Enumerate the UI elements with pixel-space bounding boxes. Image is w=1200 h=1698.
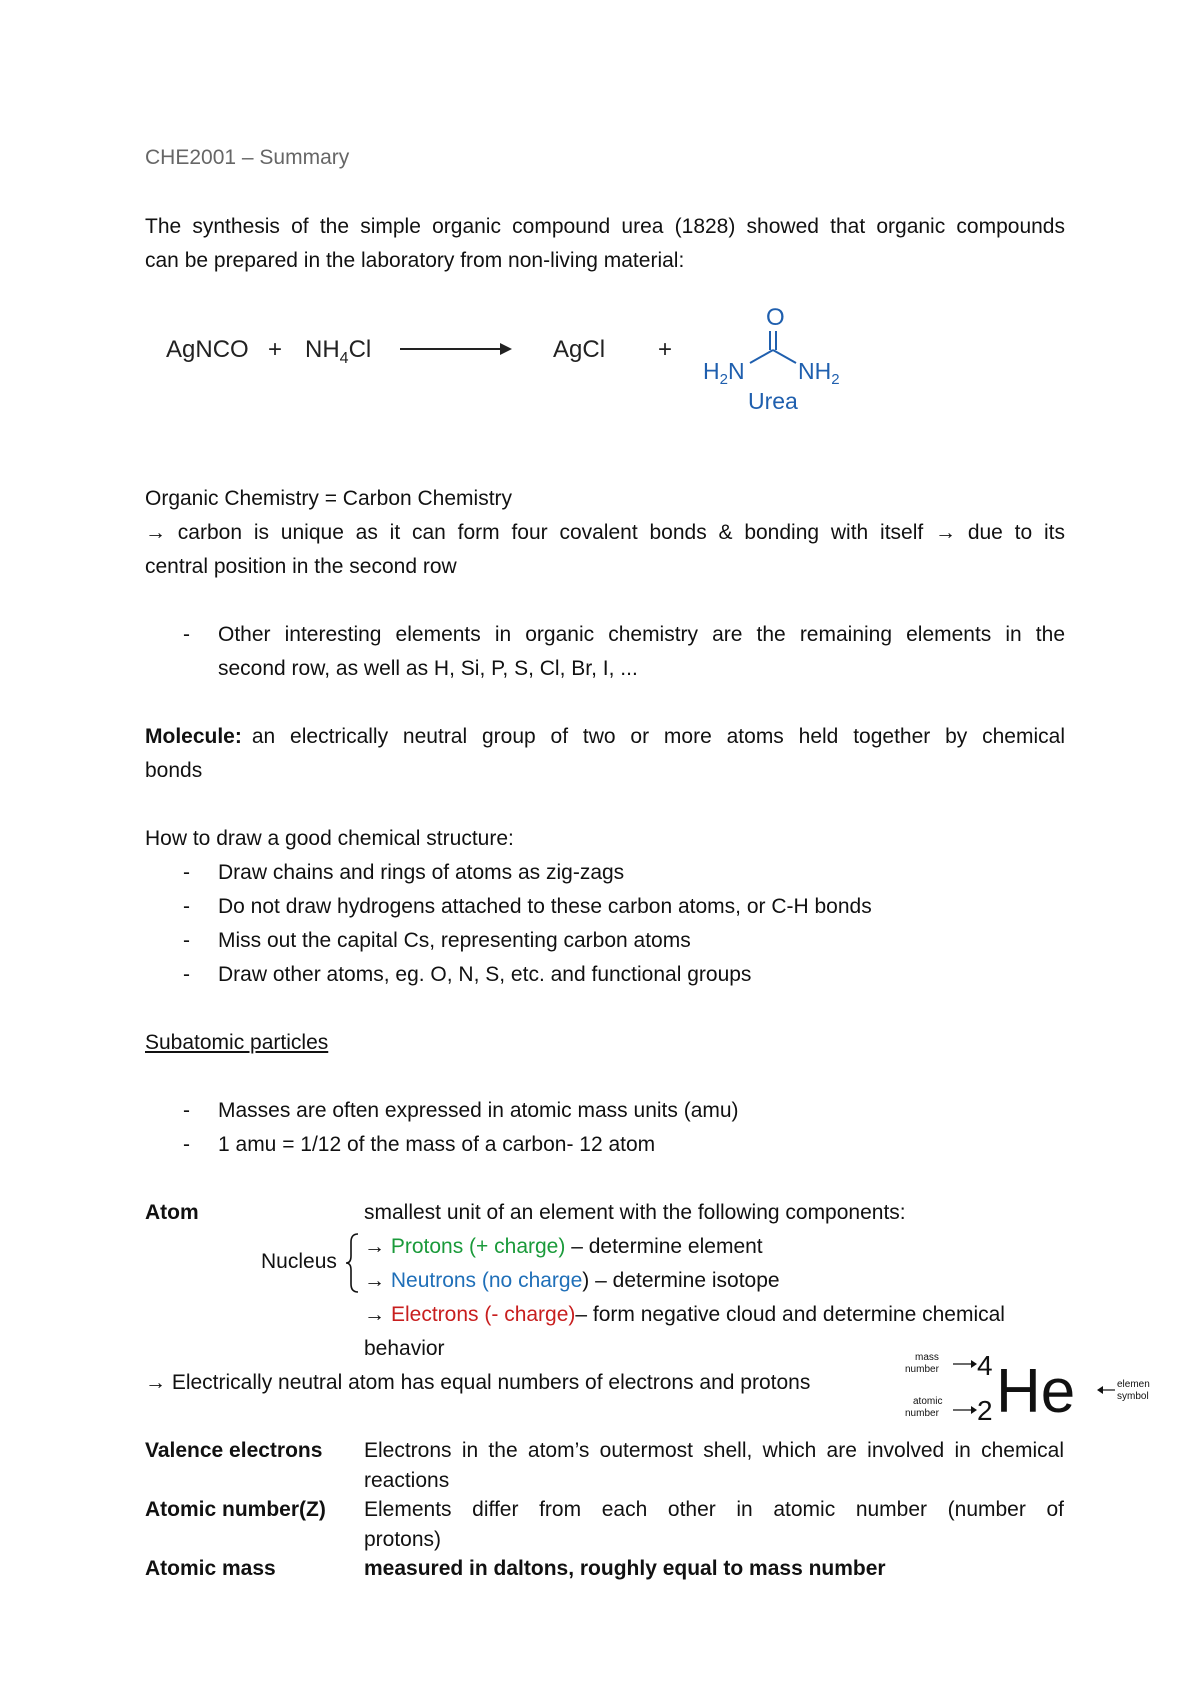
element-symbol-label-2: symbol [1117, 1391, 1149, 1402]
urea-reaction-scheme [150, 295, 870, 425]
urea-structure [703, 304, 840, 414]
protons-description: – determine element [565, 1235, 763, 1258]
electrons-line [364, 1298, 1065, 1332]
urea-bond-right [773, 350, 796, 363]
atomic-number-label-1: atomic [913, 1396, 943, 1407]
neutrons-line [364, 1264, 780, 1298]
neutrons-description: ) – determine isotope [582, 1269, 780, 1292]
reactant-agnco: AgNCO [166, 336, 249, 363]
draw-item-2: Do not draw hydrogens attached to these carbon atoms, or C-H bonds [218, 895, 872, 918]
protons-label: Protons (+ charge) [390, 1235, 566, 1258]
element-symbol: He [996, 1357, 1076, 1425]
organic-bullet-line-2: second row, as well as H, Si, P, S, Cl, Br, I, ... [218, 657, 638, 680]
bullet-dash: - [183, 623, 190, 646]
electrons-line-2: behavior [364, 1337, 445, 1360]
reactant-nh4cl: $NH_4Cl$ [305, 336, 372, 367]
bullet-dash: - [183, 929, 190, 952]
bullet-dash: - [183, 1099, 190, 1122]
arrow-icon: → [364, 1235, 385, 1258]
subatomic-heading: Subatomic particles [145, 1031, 329, 1054]
atom-term: Atom [145, 1201, 199, 1224]
molecule-definition: an electrically neutral group of two or more atoms held together by chemical [251, 725, 1065, 748]
arrow-icon: → [364, 1303, 385, 1326]
subatomic-item-2: 1 amu = 1/12 of the mass of a carbon- 12 atom [218, 1133, 656, 1156]
urea-label: Urea [748, 388, 798, 414]
molecule-term: Molecule: [145, 725, 242, 748]
reaction-plus-1: + [268, 336, 283, 363]
atomic-mass-term: Atomic mass [145, 1557, 276, 1580]
atomic-number-term: Atomic number(Z) [145, 1498, 326, 1521]
protons-line [364, 1230, 763, 1264]
intro-line-2: can be prepared in the laboratory from non-living material: [145, 249, 685, 272]
mass-number-label-2: number [905, 1364, 939, 1375]
reaction-arrow-head [500, 343, 512, 355]
subatomic-item-1: Masses are often expressed in atomic mass units (amu) [218, 1099, 739, 1122]
urea-right-amine: $NH_2$ [798, 358, 840, 388]
mass-number-label-1: mass [915, 1352, 939, 1363]
electrons-description: – form negative cloud and determine chemical [575, 1303, 1005, 1326]
product-agcl: AgCl [553, 336, 606, 363]
nucleus-brace [344, 1232, 362, 1294]
bullet-dash: - [183, 861, 190, 884]
intro-line-1: The synthesis of the simple organic compound urea (1828) showed that organic compounds [145, 215, 1065, 238]
atomic-number-line-1: Elements differ from each other in atomic number (number of [364, 1498, 1064, 1521]
draw-item-4: Draw other atoms, eg. O, N, S, etc. and functional groups [218, 963, 752, 986]
organic-line-2: central position in the second row [145, 555, 457, 578]
valence-electrons-line-2: reactions [364, 1469, 450, 1492]
atomic-number-label-2: number [905, 1408, 939, 1419]
nucleus-label: Nucleus [261, 1250, 337, 1273]
bullet-dash: - [183, 963, 190, 986]
urea-left-amine: $H_2N$ [703, 358, 745, 388]
helium-nuclide-diagram [895, 1340, 1160, 1425]
bullet-dash: - [183, 895, 190, 918]
arrow-icon: → [364, 1269, 385, 1292]
atomic-number-line-2: protons) [364, 1528, 442, 1551]
mass-number: 4 [977, 1350, 993, 1381]
draw-item-1: Draw chains and rings of atoms as zig-zags [218, 861, 625, 884]
atom-definition: smallest unit of an element with the following components: [364, 1201, 906, 1224]
neutral-atom-note: → Electrically neutral atom has equal numbers of electrons and protons [145, 1371, 811, 1394]
atomic-number: 2 [977, 1395, 993, 1425]
neutrons-label: Neutrons (no charge [390, 1269, 583, 1292]
organic-heading: Organic Chemistry = Carbon Chemistry [145, 487, 513, 510]
draw-heading: How to draw a good chemical structure: [145, 827, 514, 850]
element-symbol-label-1: elemen [1117, 1379, 1150, 1390]
urea-bond-left [750, 350, 773, 363]
electrons-label: Electrons (- charge) [391, 1303, 576, 1326]
atomic-mass-definition: measured in daltons, roughly equal to mass number [364, 1557, 886, 1580]
molecule-line-1 [145, 720, 1065, 754]
molecule-line-2: bonds [145, 759, 203, 782]
urea-oxygen: O [766, 304, 785, 331]
valence-electrons-line-1: Electrons in the atom’s outermost shell, which are involved in chemical [364, 1439, 1064, 1462]
page-title: CHE2001 – Summary [145, 146, 350, 169]
organic-bullet-line-1: Other interesting elements in organic chemistry are the remaining elements in the [218, 623, 1065, 646]
draw-item-3: Miss out the capital Cs, representing carbon atoms [218, 929, 691, 952]
element-arrow-head [1097, 1386, 1103, 1394]
valence-electrons-term: Valence electrons [145, 1439, 323, 1462]
reaction-plus-2: + [658, 336, 673, 363]
organic-line-1: → carbon is unique as it can form four covalent bonds & bonding with itself → due to its [145, 521, 1065, 544]
bullet-dash: - [183, 1133, 190, 1156]
